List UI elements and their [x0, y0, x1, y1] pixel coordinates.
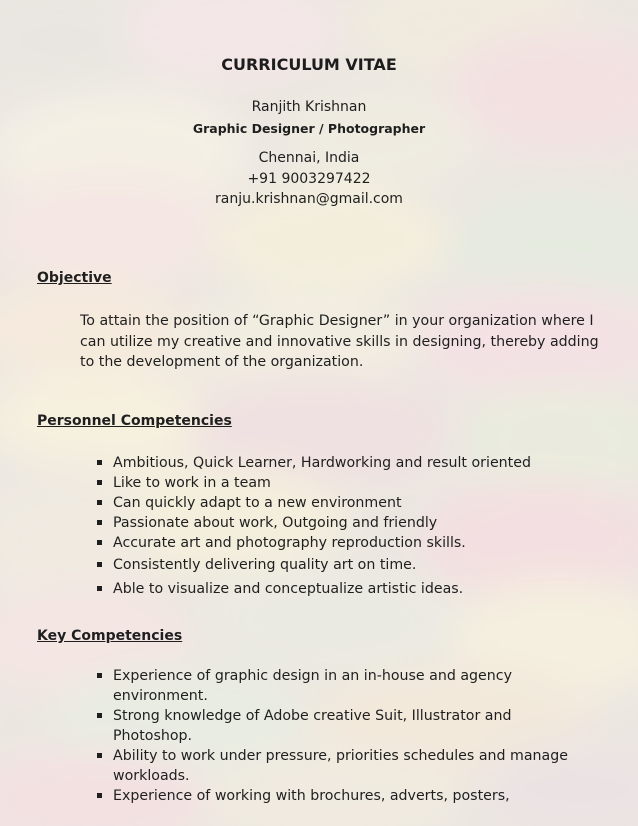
- list-item: Can quickly adapt to a new environment: [95, 493, 531, 513]
- document-title: CURRICULUM VITAE: [221, 55, 397, 74]
- list-item: Accurate art and photography reproduction skills.: [95, 533, 531, 553]
- list-item: Passionate about work, Outgoing and friendly: [95, 513, 531, 533]
- list-item: Like to work in a team: [95, 473, 531, 493]
- objective-text: To attain the position of “Graphic Designer” in your organization where I can utilize my creative and innovative skills in designing, thereby adding to the development of the organization.: [80, 313, 599, 370]
- objective-heading: Objective: [37, 270, 112, 286]
- contact-email: ranju.krishnan@gmail.com: [215, 191, 403, 207]
- list-item: Strong knowledge of Adobe creative Suit, Illustrator and Photoshop.: [95, 706, 595, 746]
- person-role: Graphic Designer / Photographer: [192, 121, 426, 136]
- key-competencies-list: [95, 666, 595, 806]
- personnel-competencies-heading: Personnel Competencies: [37, 413, 232, 429]
- list-item: Consistently delivering quality art on time.: [95, 553, 531, 577]
- contact-phone: +91 9003297422: [247, 171, 371, 187]
- person-name: Ranjith Krishnan: [251, 99, 367, 115]
- list-item: Able to visualize and conceptualize artistic ideas.: [95, 577, 531, 601]
- list-item: Experience of graphic design in an in-house and agency environment.: [95, 666, 595, 706]
- key-competencies-heading: Key Competencies: [37, 628, 183, 644]
- list-item: Ambitious, Quick Learner, Hardworking and result oriented: [95, 453, 531, 473]
- list-item: Experience of working with brochures, adverts, posters,: [95, 786, 595, 806]
- list-item: Ability to work under pressure, priorities schedules and manage workloads.: [95, 746, 595, 786]
- personnel-competencies-list: [95, 453, 531, 601]
- contact-location: Chennai, India: [258, 150, 360, 166]
